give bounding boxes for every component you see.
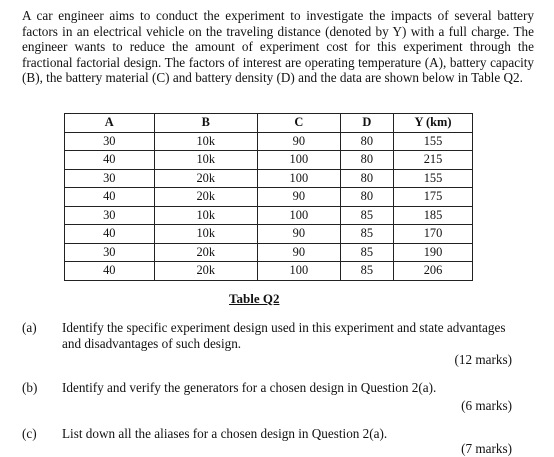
question-c-marks: (7 marks) xyxy=(461,441,512,456)
table-cell: 85 xyxy=(340,225,393,244)
table-cell: 40 xyxy=(65,151,155,170)
table-cell: 40 xyxy=(65,262,155,281)
table-header-row xyxy=(65,114,473,133)
table-cell: 40 xyxy=(65,188,155,207)
header-d: D xyxy=(340,114,393,133)
header-b: B xyxy=(154,114,257,133)
question-b-marks: (6 marks) xyxy=(461,398,512,413)
question-c-text: List down all the aliases for a chosen design in Question 2(a). xyxy=(62,426,388,441)
table-cell: 80 xyxy=(340,188,393,207)
table-row xyxy=(65,206,473,225)
table-row xyxy=(65,225,473,244)
table-cell: 215 xyxy=(393,151,472,170)
table-cell: 10k xyxy=(154,206,257,225)
table-cell: 80 xyxy=(340,169,393,188)
table-cell: 100 xyxy=(257,169,340,188)
table-cell: 90 xyxy=(257,132,340,151)
table-cell: 20k xyxy=(154,262,257,281)
table-cell: 20k xyxy=(154,169,257,188)
table-cell: 206 xyxy=(393,262,472,281)
header-c: C xyxy=(257,114,340,133)
table-cell: 30 xyxy=(65,132,155,151)
data-table xyxy=(64,113,473,281)
table-cell: 10k xyxy=(154,132,257,151)
table-row xyxy=(65,132,473,151)
table-cell: 90 xyxy=(257,225,340,244)
table-cell: 85 xyxy=(340,262,393,281)
intro-paragraph: A car engineer aims to conduct the experiment to investigate the impacts of several battery factors in an electrical vehicle on the traveling distance (denoted by Y) with a full charge. The engineer wants to reduce the amount of experiment cost for this experiment through the fractional factorial design. The factors of interest are operating temperature (A), battery capacity (B), the battery material (C) and battery density (D) and the data are shown below in Table Q2. xyxy=(22,8,534,86)
question-a-label: (a) xyxy=(22,320,37,335)
question-b-text: Identify and verify the generators for a chosen design in Question 2(a). xyxy=(62,380,437,395)
table-cell: 190 xyxy=(393,243,472,262)
header-y: Y (km) xyxy=(393,114,472,133)
question-c-label: (c) xyxy=(22,426,37,441)
table-cell: 175 xyxy=(393,188,472,207)
table-cell: 20k xyxy=(154,243,257,262)
table-cell: 185 xyxy=(393,206,472,225)
table-cell: 40 xyxy=(65,225,155,244)
table-cell: 90 xyxy=(257,188,340,207)
table-cell: 100 xyxy=(257,262,340,281)
table-cell: 90 xyxy=(257,243,340,262)
table-cell: 85 xyxy=(340,206,393,225)
table-cell: 30 xyxy=(65,243,155,262)
table-cell: 80 xyxy=(340,151,393,170)
table-cell: 170 xyxy=(393,225,472,244)
table-row xyxy=(65,151,473,170)
table-row xyxy=(65,262,473,281)
table-caption: Table Q2 xyxy=(229,291,280,306)
table-row xyxy=(65,188,473,207)
table-cell: 85 xyxy=(340,243,393,262)
table-cell: 30 xyxy=(65,169,155,188)
table-cell: 155 xyxy=(393,132,472,151)
question-a-marks: (12 marks) xyxy=(454,352,512,367)
question-a-text: Identify the specific experiment design used in this experiment and state advantages and disadvantages of such design. xyxy=(62,320,506,351)
table-cell: 20k xyxy=(154,188,257,207)
table-cell: 100 xyxy=(257,206,340,225)
table-cell: 10k xyxy=(154,225,257,244)
table-row xyxy=(65,243,473,262)
table-cell: 30 xyxy=(65,206,155,225)
table-cell: 100 xyxy=(257,151,340,170)
table-cell: 10k xyxy=(154,151,257,170)
question-b-label: (b) xyxy=(22,380,38,395)
table-row xyxy=(65,169,473,188)
table-cell: 155 xyxy=(393,169,472,188)
table-cell: 80 xyxy=(340,132,393,151)
header-a: A xyxy=(65,114,155,133)
